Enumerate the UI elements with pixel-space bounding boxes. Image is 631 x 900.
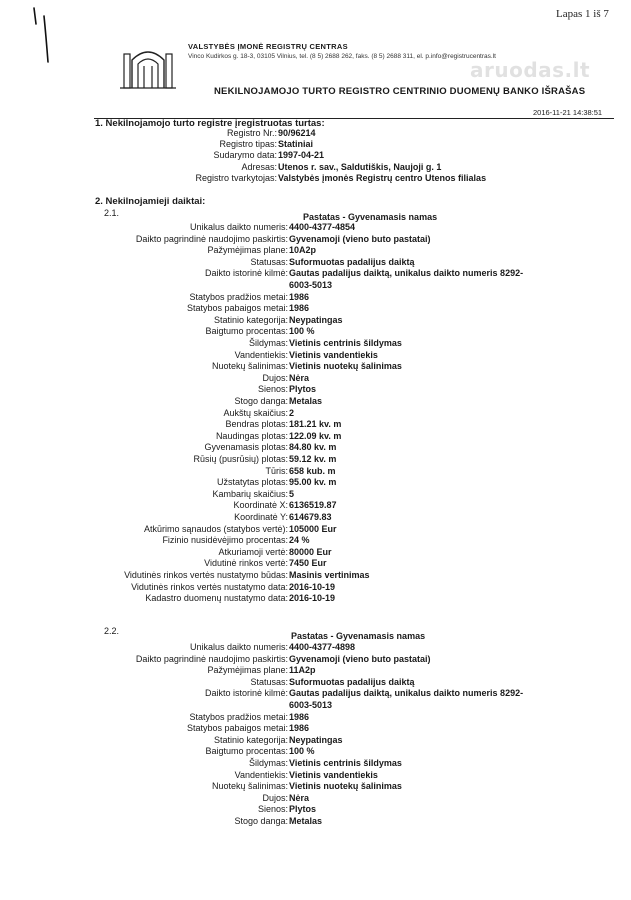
field-value: Plytos: [289, 804, 317, 815]
field-label: Aukštų skaičius:: [223, 407, 288, 418]
field-value: Utenos r. sav., Saldutiškis, Naujoji g. 1: [278, 161, 442, 172]
field-label: Tūris:: [265, 465, 288, 476]
field-label: Vandentiekis:: [234, 349, 288, 360]
field-value: Neypatingas: [289, 734, 343, 745]
field-value: 95.00 kv. m: [289, 477, 337, 488]
field-value: Nėra: [289, 792, 310, 803]
document-timestamp: 2016-11-21 14:38:51: [533, 108, 603, 117]
field-value: Vietinis nuotekų šalinimas: [289, 781, 402, 792]
field-value: Gautas padalijus daiktą, unikalus daikto numeris 8292-: [289, 688, 524, 699]
field-label: Sudarymo data:: [213, 150, 277, 161]
section-2-heading: 2. Nekilnojamieji daiktai:: [95, 196, 206, 207]
field-label: Daikto pagrindinė naudojimo paskirtis:: [135, 653, 288, 664]
field-value: 1986: [289, 723, 310, 734]
field-value: 105000 Eur: [289, 523, 337, 534]
field-value: Plytos: [289, 384, 317, 395]
field-value-continued: 6003-5013: [289, 280, 333, 290]
document-title: NEKILNOJAMOJO TURTO REGISTRO CENTRINIO DUOMENŲ BANKO IŠRAŠAS: [214, 86, 586, 97]
item-2-2-number: 2.2.: [104, 626, 120, 636]
field-label: Statusas:: [250, 256, 288, 267]
field-value: 1986: [289, 303, 310, 314]
field-label: Užstatytas plotas:: [216, 477, 288, 488]
field-value: 24 %: [289, 535, 310, 546]
org-name: VALSTYBĖS ĮMONĖ REGISTRŲ CENTRAS: [188, 42, 348, 51]
page-number: Lapas 1 iš 7: [556, 8, 609, 20]
item-2-1-number: 2.1.: [104, 208, 120, 218]
field-label: Statinio kategorija:: [213, 314, 288, 325]
field-label: Daikto pagrindinė naudojimo paskirtis:: [135, 233, 288, 244]
field-value: Neypatingas: [289, 314, 343, 325]
field-label: Vidutinės rinkos vertės nustatymo data:: [131, 581, 288, 592]
field-value: Nėra: [289, 372, 310, 383]
field-value: 5: [289, 488, 295, 499]
field-label: Baigtumo procentas:: [205, 746, 288, 757]
field-value: Valstybės įmonės Registrų centro Utenos filialas: [278, 172, 487, 183]
field-label: Kambarių skaičius:: [212, 488, 288, 499]
field-label: Stogo danga:: [234, 816, 288, 826]
field-value: 1986: [289, 291, 310, 302]
field-label: Vidutinės rinkos vertės nustatymo būdas:: [124, 570, 288, 580]
field-label: Adresas:: [241, 161, 277, 172]
field-label: Baigtumo procentas:: [205, 326, 288, 337]
field-label: Fizinio nusidėvėjimo procentas:: [162, 535, 288, 546]
field-label: Pažymėjimas plane:: [207, 665, 288, 676]
field-label: Unikalus daikto numeris:: [189, 222, 288, 232]
field-value: 11A2p: [289, 665, 316, 676]
field-label: Statybos pradžios metai:: [189, 711, 288, 722]
field-label: Bendras plotas:: [225, 419, 288, 430]
field-value: Gyvenamoji (vieno buto pastatai): [289, 653, 431, 664]
item-2-1-title: Pastatas - Gyvenamasis namas: [303, 212, 438, 222]
field-label: Daikto istorinė kilmė:: [204, 688, 288, 699]
field-value: 2: [289, 407, 295, 418]
field-label: Registro tipas:: [219, 139, 277, 150]
field-value: Statiniai: [278, 139, 314, 150]
field-value: Vietinis vandentiekis: [289, 769, 378, 780]
field-label: Pažymėjimas plane:: [207, 245, 288, 256]
field-label: Atkuriamoji vertė:: [218, 546, 288, 557]
field-value: Vietinis vandentiekis: [289, 349, 378, 360]
field-value: 4400-4377-4898: [289, 642, 356, 652]
field-value: 7450 Eur: [289, 558, 327, 569]
field-label: Statybos pradžios metai:: [189, 291, 288, 302]
field-label: Sienos:: [257, 804, 288, 815]
field-label: Statusas:: [250, 676, 288, 687]
field-value: Suformuotas padalijus daiktą: [289, 256, 415, 267]
field-value: Vietinis centrinis šildymas: [289, 758, 402, 768]
field-label: Kadastro duomenų nustatymo data:: [145, 593, 288, 604]
field-value: 1997-04-21: [278, 150, 325, 161]
field-value: 84.80 kv. m: [289, 442, 337, 453]
field-label: Vidutinė rinkos vertė:: [204, 558, 288, 569]
field-value: Masinis vertinimas: [289, 570, 370, 580]
field-value: 100 %: [289, 746, 315, 757]
field-value: Vietinis nuotekų šalinimas: [289, 361, 402, 372]
field-label: Vandentiekis:: [234, 769, 288, 780]
field-label: Dujos:: [262, 792, 288, 803]
field-value: Metalas: [289, 816, 323, 826]
field-value: Vietinis centrinis šildymas: [289, 338, 402, 348]
field-value: Gyvenamoji (vieno buto pastatai): [289, 233, 431, 244]
field-label: Atkūrimo sąnaudos (statybos vertė):: [143, 523, 288, 534]
field-label: Šildymas:: [248, 758, 288, 768]
field-label: Naudingas plotas:: [215, 430, 288, 441]
section-1-heading: 1. Nekilnojamojo turto registre įregistruotas turtas:: [95, 118, 325, 129]
field-label: Sienos:: [257, 384, 288, 395]
field-label: Stogo danga:: [234, 396, 288, 406]
field-label: Gyvenamasis plotas:: [204, 442, 288, 453]
pen-mark-icon: [30, 6, 54, 66]
field-label: Rūsių (pusrūsių) plotas:: [193, 454, 288, 464]
field-value: 90/96214: [278, 128, 316, 138]
field-value: Suformuotas padalijus daiktą: [289, 676, 415, 687]
field-label: Registro tvarkytojas:: [195, 172, 277, 183]
field-label: Nuotekų šalinimas:: [211, 781, 288, 792]
field-label: Statybos pabaigos metai:: [186, 303, 288, 314]
field-label: Registro Nr.:: [226, 128, 277, 138]
field-value: Metalas: [289, 396, 323, 406]
field-value: 2016-10-19: [289, 593, 336, 604]
field-value: 4400-4377-4854: [289, 222, 356, 232]
field-value: 658 kub. m: [289, 465, 336, 476]
field-value: 100 %: [289, 326, 315, 337]
field-label: Unikalus daikto numeris:: [189, 642, 288, 652]
registru-centras-logo: [118, 46, 178, 90]
field-label: Statybos pabaigos metai:: [186, 723, 288, 734]
field-value: 181.21 kv. m: [289, 419, 342, 430]
org-address: Vinco Kudirkos g. 18-3, 03105 Vilnius, tel. (8 5) 2688 262, faks. (8 5) 2688 311, el. p.info@registrucentras.lt: [188, 53, 496, 60]
field-value: 1986: [289, 711, 310, 722]
field-label: Dujos:: [262, 372, 288, 383]
field-label: Koordinatė X:: [233, 500, 288, 511]
field-value: 614679.83: [289, 512, 332, 522]
field-label: Statinio kategorija:: [213, 734, 288, 745]
item-2-2-title: Pastatas - Gyvenamasis namas: [291, 631, 426, 641]
field-label: Daikto istorinė kilmė:: [204, 268, 288, 279]
field-value: 80000 Eur: [289, 546, 332, 557]
field-value: 122.09 kv. m: [289, 430, 342, 441]
field-value: 59.12 kv. m: [289, 454, 337, 464]
watermark: aruodas.lt: [470, 58, 591, 82]
field-value: 6136519.87: [289, 500, 337, 511]
field-value: 10A2p: [289, 245, 317, 256]
field-value: Gautas padalijus daiktą, unikalus daikto numeris 8292-: [289, 268, 524, 279]
field-label: Nuotekų šalinimas:: [211, 361, 288, 372]
field-label: Koordinatė Y:: [234, 512, 288, 522]
field-value-continued: 6003-5013: [289, 700, 333, 710]
field-value: 2016-10-19: [289, 581, 336, 592]
field-label: Šildymas:: [248, 338, 288, 348]
